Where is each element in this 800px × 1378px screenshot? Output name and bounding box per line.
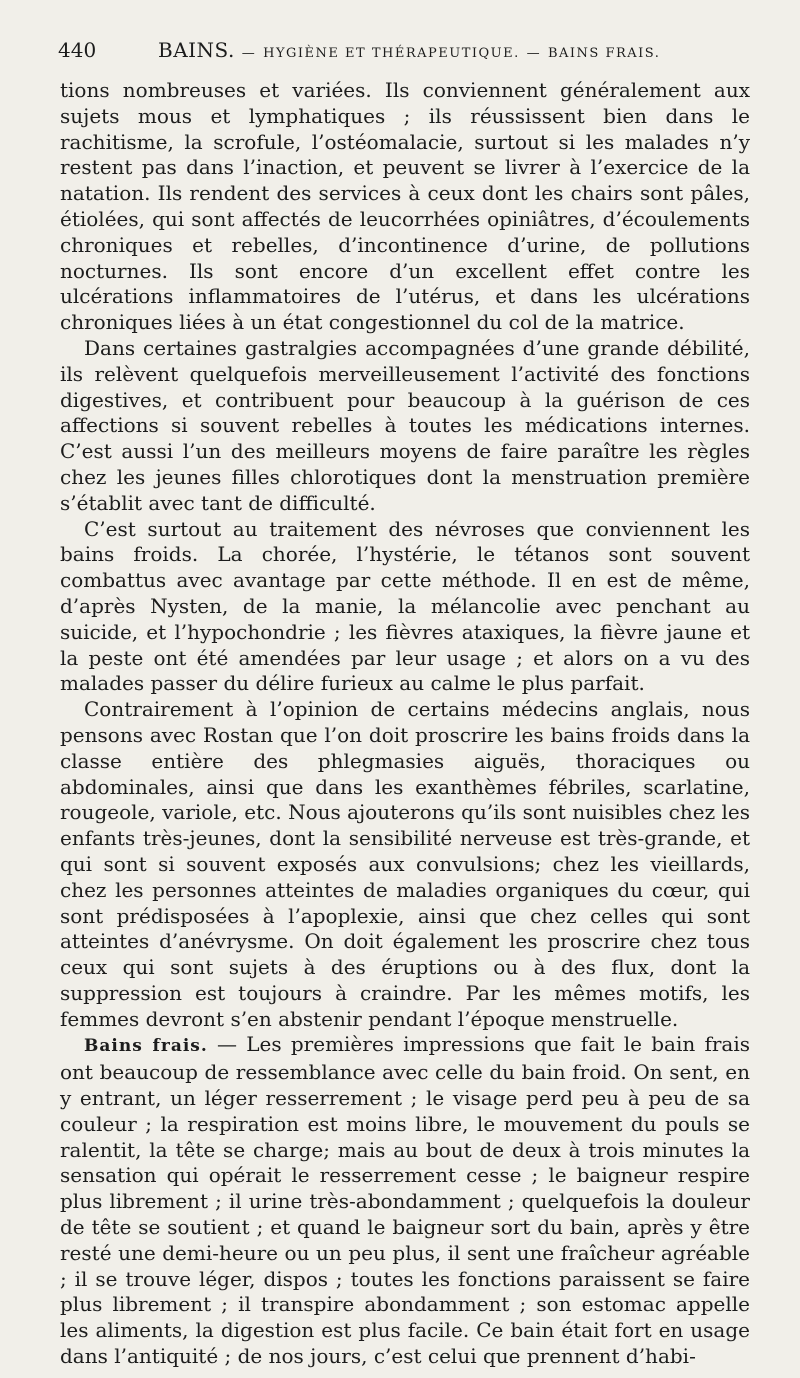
running-title xyxy=(158,38,660,62)
page-number: 440 xyxy=(58,38,97,62)
paragraph-3: C’est surtout au traitement des névroses que conviennent les bains froids. La chorée, l’hystérie, le tétanos sont souvent combattus avec avantage par cette méthode. Il en est de même, d’après Nysten, de la manie, la mélancolie avec penchant au suicide, et l’hypochondrie ; les fièvres ataxiques, la fièvre jaune et la peste ont été amendées par leur usage ; et alors on a vu des malades passer du délire furieux au calme le plus parfait. xyxy=(60,516,750,696)
paragraph-1: tions nombreuses et variées. Ils conviennent généralement aux sujets mous et lymphatiques ; ils réussissent bien dans le rachitisme, la scrofule, l’ostéomalacie, surtout si les malades n’y restent pas dans l’inaction, et peuvent se livrer à l’exercice de la natation. Ils rendent des services à ceux dont les chairs sont pâles, étiolées, qui sont affectés de leucorrhées opiniâtres, d’écoulements chroniques et rebelles, d’incontinence d’urine, de pollutions nocturnes. Ils sont encore d’un excellent effet contre les ulcérations inflammatoires de l’utérus, et dans les ulcérations chroniques liées à un état congestionnel du col de la matrice. xyxy=(60,78,750,335)
paragraph-2: Dans certaines gastralgies accompagnées d’une grande débilité, ils relèvent quelquefois merveilleusement l’activité des fonctions digestives, et contribuent pour beaucoup à la guérison de ces affections si souvent rebelles à toutes les médications internes. C’est aussi l’un des meilleurs moyens de faire paraître les règles chez les jeunes filles chlorotiques dont la menstruation première s’établit avec tant de difficulté. xyxy=(60,335,750,515)
header-dash-1: — xyxy=(241,46,257,61)
header-section: BAINS. xyxy=(158,38,235,62)
section-dash: — xyxy=(217,1032,238,1057)
running-header xyxy=(58,38,748,68)
header-subsection: HYGIÈNE ET THÉRAPEUTIQUE. xyxy=(263,46,520,61)
header-topic: BAINS FRAIS. xyxy=(547,46,661,61)
header-dash-2: — xyxy=(526,46,542,61)
section-heading-bains-frais: Bains frais. xyxy=(84,1036,208,1057)
body-text xyxy=(60,78,750,1370)
paragraph-bains-frais xyxy=(60,1032,750,1369)
section-text: Les premières impressions que fait le bain frais ont beaucoup de ressemblance avec celle du bain froid. On sent, en y entrant, un léger resserrement ; le visage perd peu à peu de sa couleur ; la respiration est moins libre, le mouvement du pouls se ralentit, la tête se charge; mais au bout de deux à trois minutes la sensation qui opérait le resserrement cesse ; le baigneur respire plus librement ; il urine très-abondamment ; quelquefois la douleur de tête se soutient ; et quand le baigneur sort du bain, après y être resté une demi-heure ou un peu plus, il sent une fraîcheur agréable ; il se trouve léger, dispos ; toutes les fonctions paraissent se faire plus librement ; il transpire abondamment ; son estomac appelle les aliments, la digestion est plus facile. Ce bain était fort en usage dans l’antiquité ; de nos jours, c’est celui que prennent d’habi- xyxy=(60,1032,751,1369)
paragraph-4: Contrairement à l’opinion de certains médecins anglais, nous pensons avec Rostan que l’on doit proscrire les bains froids dans la classe entière des phlegmasies aiguës, thoraciques ou abdominales, ainsi que dans les exanthèmes fébriles, scarlatine, rougeole, variole, etc. Nous ajouterons qu’ils sont nuisibles chez les enfants très-jeunes, dont la sensibilité nerveuse est très-grande, et qui sont si souvent exposés aux convulsions; chez les vieillards, chez les personnes atteintes de maladies organiques du cœur, qui sont prédisposées à l’apoplexie, ainsi que chez celles qui sont atteintes d’anévrysme. On doit également les proscrire chez tous ceux qui sont sujets à des éruptions ou à des flux, dont la suppression est toujours à craindre. Par les mêmes motifs, les femmes devront s’en abstenir pendant l’époque menstruelle. xyxy=(60,697,750,1031)
